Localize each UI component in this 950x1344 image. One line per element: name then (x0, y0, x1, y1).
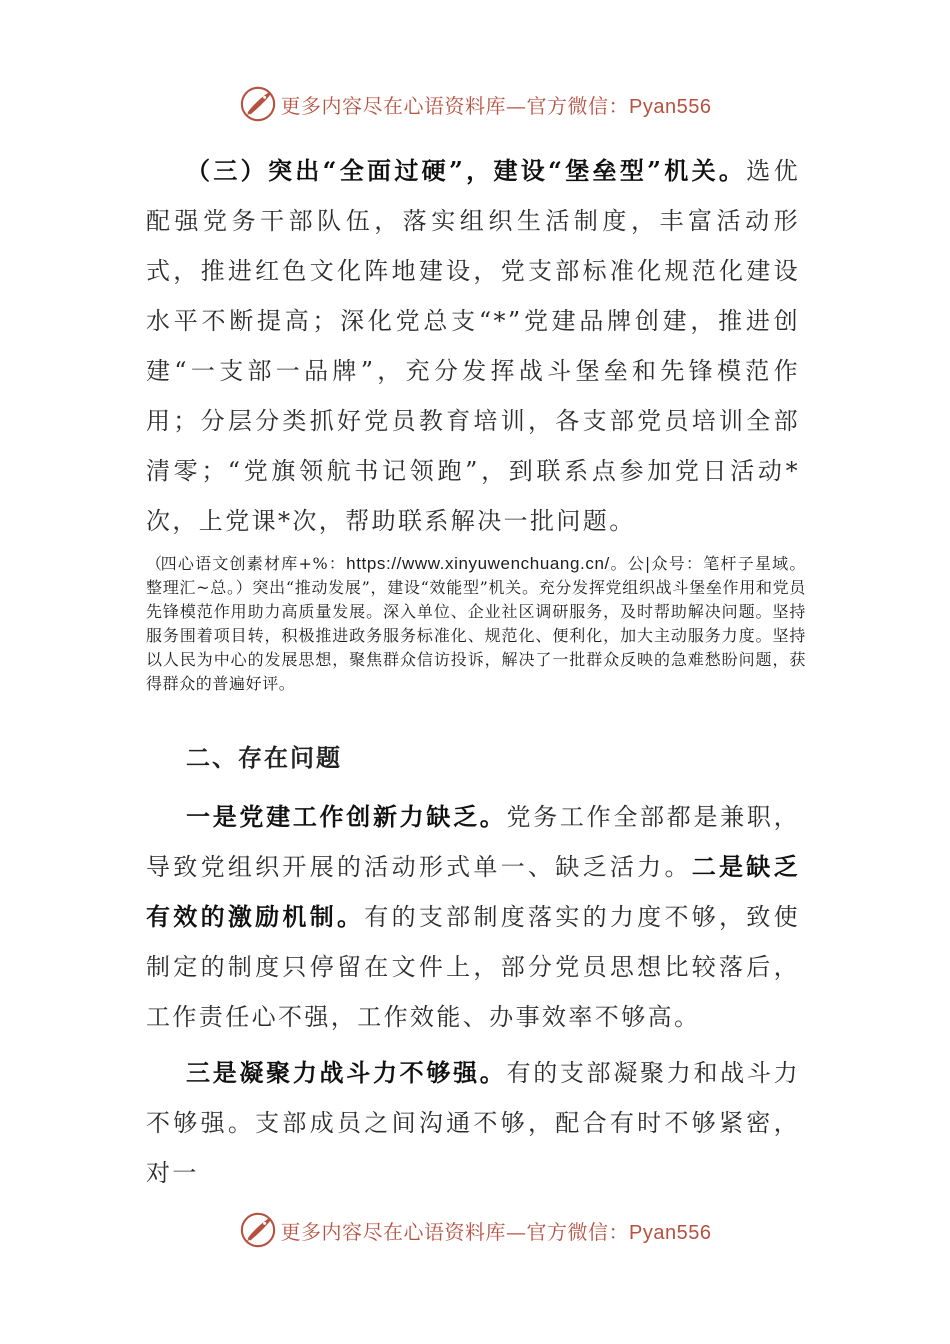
banner-text: 更多内容尽在心语资料库—官方微信：Pyan556 (280, 1219, 712, 1244)
problems-paragraph-one: 一是党建工作创新力缺乏。党务工作全部都是兼职，导致党组织开展的活动形式单一、缺乏活力。二是缺乏有效的激励机制。有的支部制度落实的力度不够，致使制定的制度只停留在文件上，部分党员思想比较落后，工作责任心不强，工作效能、办事效率不够高。 (146, 802, 800, 1031)
section-heading-problems: 二、存在问题 (186, 743, 342, 772)
source-url: https://www.xinyuwenchuang.cn/ (346, 554, 610, 573)
source-note-paragraph: （四心语文创素材库+%：https://www.xinyuwenchuang.cn/。公|众号：笔杆子星域。整理汇~总。）突出“推动发展”，建设“效能型”机关。充分发挥党组织战斗堡垒作用和党员先锋模范作用助力高质量发展。深入单位、企业社区调研服务，及时帮助解决问题。坚持服务围着项目转，积极推进政务服务标准化、规范化、便利化，加大主动服务力度。坚持以人民为中心的发展思想，聚焦群众信访投诉，解决了一批群众反映的急难愁盼问题，获得群众的普遍好评。 (146, 554, 806, 693)
section-three-paragraph (146, 146, 800, 546)
section-three-title: （三）突出“全面过硬”，建设“堡垒型”机关。 (186, 156, 747, 185)
header-banner (0, 84, 950, 124)
banner-text: 更多内容尽在心语资料库—官方微信：Pyan556 (280, 93, 712, 118)
pen-nib-logo-icon (239, 85, 277, 123)
footer-banner (0, 1210, 950, 1250)
pen-nib-logo-icon (239, 1211, 277, 1249)
problem-one-title: 一是党建工作创新力缺乏。 (186, 802, 507, 831)
problems-paragraph-two: 三是凝聚力战斗力不够强。有的支部凝聚力和战斗力不够强。支部成员之间沟通不够，配合有时不够紧密，对一 (146, 1058, 800, 1187)
problem-three-title: 三是凝聚力战斗力不够强。 (186, 1058, 507, 1087)
problem-two-title: 二是缺乏有效的激励机制。 (146, 852, 800, 931)
section-three-body: 选优配强党务干部队伍，落实组织生活制度，丰富活动形式，推进红色文化阵地建设，党支部标准化规范化建设水平不断提高；深化党总支“*”党建品牌创建，推进创建“一支部一品牌”，充分发挥战斗堡垒和先锋模范作用；分层分类抓好党员教育培训，各支部党员培训全部清零；“党旗领航书记领跑”，到联系点参加党日活动*次，上党课*次，帮助联系解决一批问题。 (146, 157, 800, 535)
wechat-id: Pyan556 (629, 1221, 712, 1244)
wechat-id: Pyan556 (629, 95, 712, 118)
